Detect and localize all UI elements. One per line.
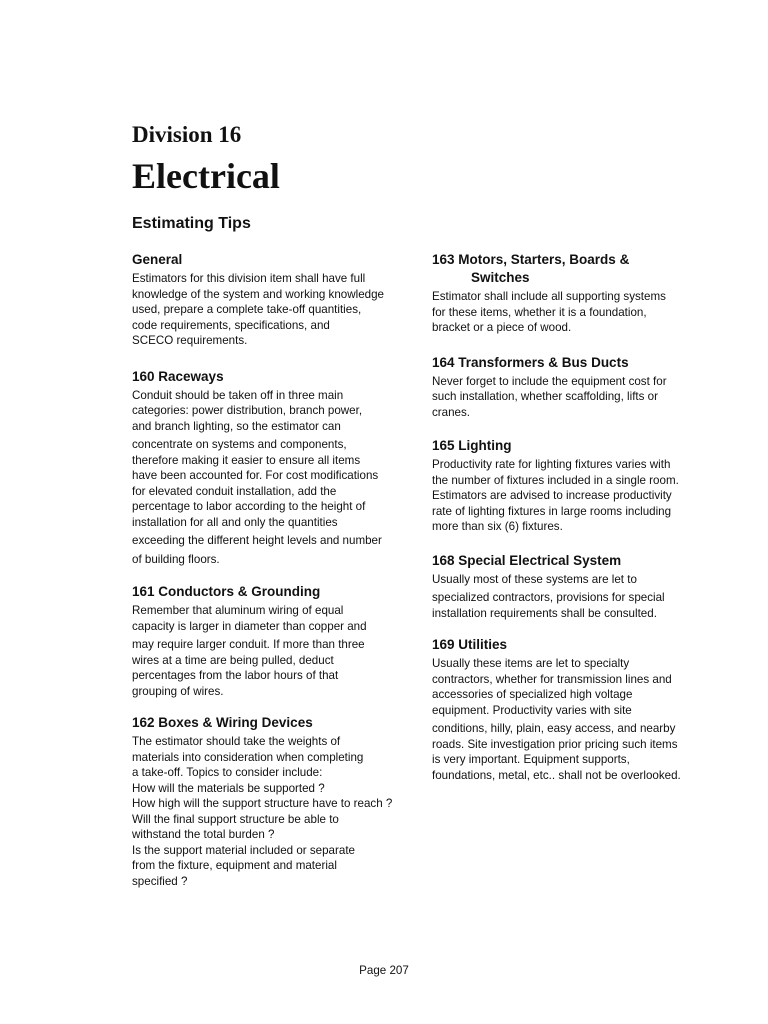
paragraph-line: The estimator should take the weights of: [132, 735, 341, 748]
section-paragraph: [132, 734, 432, 889]
paragraph-line: SCECO requirements.: [132, 334, 248, 347]
paragraph-line: a take-off. Topics to consider include:: [132, 766, 323, 779]
section-169-utilities: [432, 636, 732, 783]
paragraph-line: foundations, metal, etc.. shall not be overlooked.: [432, 768, 681, 782]
paragraph-line: Remember that aluminum wiring of equal: [132, 604, 344, 617]
left-column: [132, 251, 432, 889]
paragraph-line: bracket or a piece of wood.: [432, 321, 572, 334]
paragraph-line: accessories of specialized high voltage: [432, 688, 633, 701]
paragraph-line: capacity is larger in diameter than copper and: [132, 619, 367, 633]
right-column: [432, 251, 732, 783]
paragraph-line: installation requirements shall be consulted.: [432, 606, 657, 620]
section-heading: 168 Special Electrical System: [432, 552, 622, 568]
paragraph-line: wires at a time are being pulled, deduct: [132, 653, 334, 667]
paragraph-line: the number of fixtures included in a single room.: [432, 473, 679, 487]
paragraph-line: such installation, whether scaffolding, lifts or: [432, 390, 658, 403]
paragraph-line: conditions, hilly, plain, easy access, and nearby: [432, 722, 676, 735]
paragraph-line: Conduit should be taken off in three main: [132, 388, 344, 402]
section-heading: 161 Conductors & Grounding: [132, 584, 321, 599]
section-heading-continuation: Switches: [471, 270, 530, 285]
paragraph-line: more than six (6) fixtures.: [432, 520, 563, 533]
paragraph-line: Will the final support structure be able to: [132, 812, 339, 826]
paragraph-line: categories: power distribution, branch power,: [132, 404, 363, 417]
paragraph-line: Is the support material included or separate: [132, 843, 355, 857]
paragraph-line: Usually these items are let to specialty: [432, 657, 630, 670]
section-164-transformers-bus-ducts: [432, 354, 732, 421]
paragraph-line: may require larger conduit. If more than three: [132, 638, 365, 651]
paragraph-line: knowledge of the system and working knowledge: [132, 287, 384, 301]
section-paragraph: [132, 388, 432, 568]
section-165-lighting: [432, 437, 732, 535]
section-heading: 164 Transformers & Bus Ducts: [432, 354, 629, 370]
paragraph-line: withstand the total burden ?: [132, 828, 275, 841]
section-paragraph: [432, 656, 732, 783]
section-163-motors-starters: [432, 251, 732, 336]
paragraph-line: equipment. Productivity varies with site: [432, 703, 632, 717]
paragraph-line: cranes.: [432, 405, 471, 419]
paragraph-line: exceeding the different height levels and number: [132, 534, 382, 547]
paragraph-line: installation for all and only the quantities: [132, 515, 338, 529]
paragraph-line: Estimators for this division item shall have full: [132, 272, 366, 285]
paragraph-line: contractors, whether for transmission lines and: [432, 672, 672, 686]
section-heading-line: 163 Motors, Starters, Boards &: [432, 252, 630, 267]
paragraph-line: is very important. Equipment supports,: [432, 753, 630, 766]
section-162-boxes-wiring-devices: [132, 714, 432, 889]
paragraph-line: and branch lighting, so the estimator can: [132, 419, 341, 433]
section-heading: 169 Utilities: [432, 637, 508, 652]
paragraph-line: used, prepare a complete take-off quantities,: [132, 303, 362, 316]
paragraph-line: specialized contractors, provisions for special: [432, 591, 665, 604]
section-heading: 165 Lighting: [432, 438, 512, 453]
paragraph-line: roads. Site investigation prior pricing such items: [432, 737, 678, 751]
section-general: [132, 251, 432, 349]
paragraph-line: Productivity rate for lighting fixtures varies with: [432, 458, 671, 471]
paragraph-line: rate of lighting fixtures in large rooms including: [432, 504, 672, 518]
section-paragraph: [432, 572, 732, 622]
paragraph-line: from the fixture, equipment and material: [132, 859, 337, 872]
section-161-conductors-grounding: [132, 583, 432, 699]
paragraph-line: have been accounted for. For cost modifications: [132, 469, 379, 482]
paragraph-line: Estimators are advised to increase productivity: [432, 489, 672, 502]
paragraph-line: therefore making it easier to ensure all items: [132, 453, 361, 467]
section-heading: [432, 251, 732, 287]
paragraph-line: for these items, whether it is a foundation,: [432, 305, 647, 319]
section-paragraph: [132, 603, 432, 699]
section-paragraph: [432, 289, 732, 336]
paragraph-line: code requirements, specifications, and: [132, 318, 330, 332]
paragraph-line: Never forget to include the equipment cost for: [432, 374, 667, 388]
page-title: Electrical: [132, 156, 280, 196]
section-heading: 162 Boxes & Wiring Devices: [132, 715, 313, 730]
section-paragraph: [132, 271, 432, 349]
page-number: Page 207: [359, 964, 409, 977]
section-paragraph: [432, 457, 732, 535]
paragraph-line: percentages from the labor hours of that: [132, 669, 339, 682]
paragraph-line: percentage to labor according to the height of: [132, 500, 366, 513]
section-heading: 160 Raceways: [132, 368, 224, 384]
section-paragraph: [432, 374, 732, 421]
paragraph-line: How will the materials be supported ?: [132, 781, 325, 795]
section-168-special-electrical-system: [432, 552, 732, 622]
paragraph-line: materials into consideration when completing: [132, 750, 364, 764]
section-subtitle: Estimating Tips: [132, 215, 251, 232]
paragraph-line: specified ?: [132, 874, 188, 888]
section-160-raceways: [132, 368, 432, 568]
paragraph-line: of building floors.: [132, 552, 220, 566]
section-heading: General: [132, 252, 183, 267]
paragraph-line: Estimator shall include all supporting systems: [432, 290, 666, 303]
paragraph-line: for elevated conduit installation, add the: [132, 484, 337, 498]
division-label: Division 16: [132, 122, 242, 147]
paragraph-line: How high will the support structure have to reach ?: [132, 797, 393, 810]
paragraph-line: grouping of wires.: [132, 684, 224, 698]
paragraph-line: concentrate on systems and components,: [132, 438, 347, 451]
paragraph-line: Usually most of these systems are let to: [432, 572, 637, 586]
